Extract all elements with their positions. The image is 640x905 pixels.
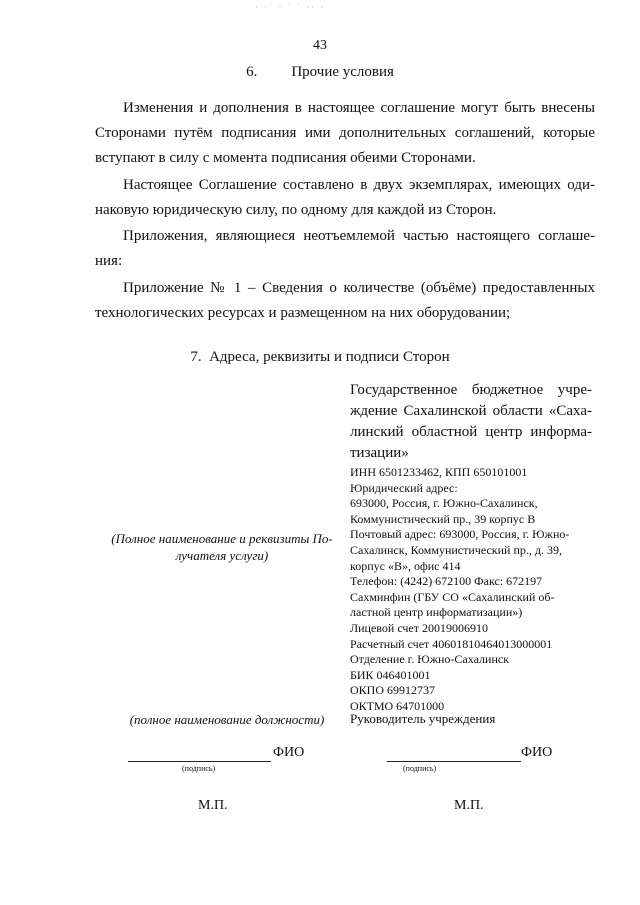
provider-signature-caption: (подпись) [403,764,437,773]
requisite-line: Телефон: (4242) 672100 Факс: 672197 [350,574,543,589]
requisite-line: Юридический адрес: [350,480,458,495]
paragraph-line: технологических ресурсах и размещенном на них оборудовании; [95,305,511,321]
provider-signature-line [387,761,521,762]
requisite-line: корпус «В», офис 414 [350,558,461,573]
recipient-caption [92,530,352,564]
paragraph-copies [95,173,595,223]
provider-stamp-label: М.П. [454,798,484,813]
provider-position: Руководитель учреждения [350,711,496,726]
scan-artifact: · ·˙ · ˙ ˙ ·· · [255,2,326,12]
paragraph-amendments [95,96,595,171]
requisite-line: 693000, Россия, г. Южно-Сахалинск, [350,496,538,511]
paragraph-line: Сторонами путём подписания ими дополнительных соглашений, которые [95,125,595,141]
requisite-line: Почтовый адрес: 693000, Россия, г. Южно- [350,527,570,542]
section-6-title: Прочие условия [291,64,394,80]
provider-name-line: линский областной центр информа- [350,424,592,440]
section-6-heading [0,64,640,81]
provider-name-line: Государственное бюджетное учре- [350,382,592,398]
requisite-line: ИНН 6501233462, КПП 650101001 [350,465,528,479]
paragraph-line: Изменения и дополнения в настоящее соглашение могут быть внесены [123,100,595,116]
paragraph-line: вступают в силу с момента подписания обеими Сторонами. [95,150,476,166]
provider-name-line: тизации» [350,445,409,461]
recipient-caption-line: лучателя услуги) [175,548,269,563]
requisite-line: Сахалинск, Коммунистический пр., д. 39, [350,542,562,557]
requisite-line: ОКТМО 64701000 [350,698,445,713]
paragraph-appendices [95,224,595,274]
recipient-signature-caption: (подпись) [182,764,216,773]
provider-name-line: ждение Сахалинской области «Саха- [350,403,592,419]
paragraph-line: Приложение № 1 – Сведения о количестве (объёме) предоставленных [123,280,595,296]
recipient-position-caption: (полное наименование должности) [129,712,325,727]
requisite-line: БИК 046401001 [350,667,431,682]
section-7-heading: 7. Адреса, реквизиты и подписи Сторон [190,349,450,365]
requisite-line: Расчетный счет 40601810464013000001 [350,636,553,651]
provider-fio-label: ФИО [521,745,553,760]
recipient-stamp-label: М.П. [198,798,228,813]
recipient-fio-label: ФИО [273,745,305,760]
provider-requisites [350,465,600,715]
recipient-signature-line [128,761,271,762]
page-number: 43 [313,38,327,53]
paragraph-line: Приложения, являющиеся неотъемлемой частью настоящего соглаше- [123,228,595,244]
requisite-line: ОКПО 69912737 [350,683,436,698]
paragraph-appendix-1 [95,276,595,326]
requisite-line: Лицевой счет 20019006910 [350,620,489,635]
requisite-line: Сахминфин (ГБУ СО «Сахалинский об- [350,589,555,604]
recipient-caption-line: (Полное наименование и реквизиты По- [111,531,333,546]
paragraph-line: Настоящее Соглашение составлено в двух экземплярах, имеющих оди- [123,177,595,193]
section-6-number: 6. [246,64,258,80]
requisite-line: Отделение г. Южно-Сахалинск [350,652,510,667]
requisite-line: ластной центр информатизации») [350,605,523,620]
requisite-line: Коммунистический пр., 39 корпус В [350,511,536,526]
paragraph-line: ния: [95,253,123,269]
provider-name [350,380,592,464]
paragraph-line: наковую юридическую силу, по одному для каждой из Сторон. [95,202,497,218]
